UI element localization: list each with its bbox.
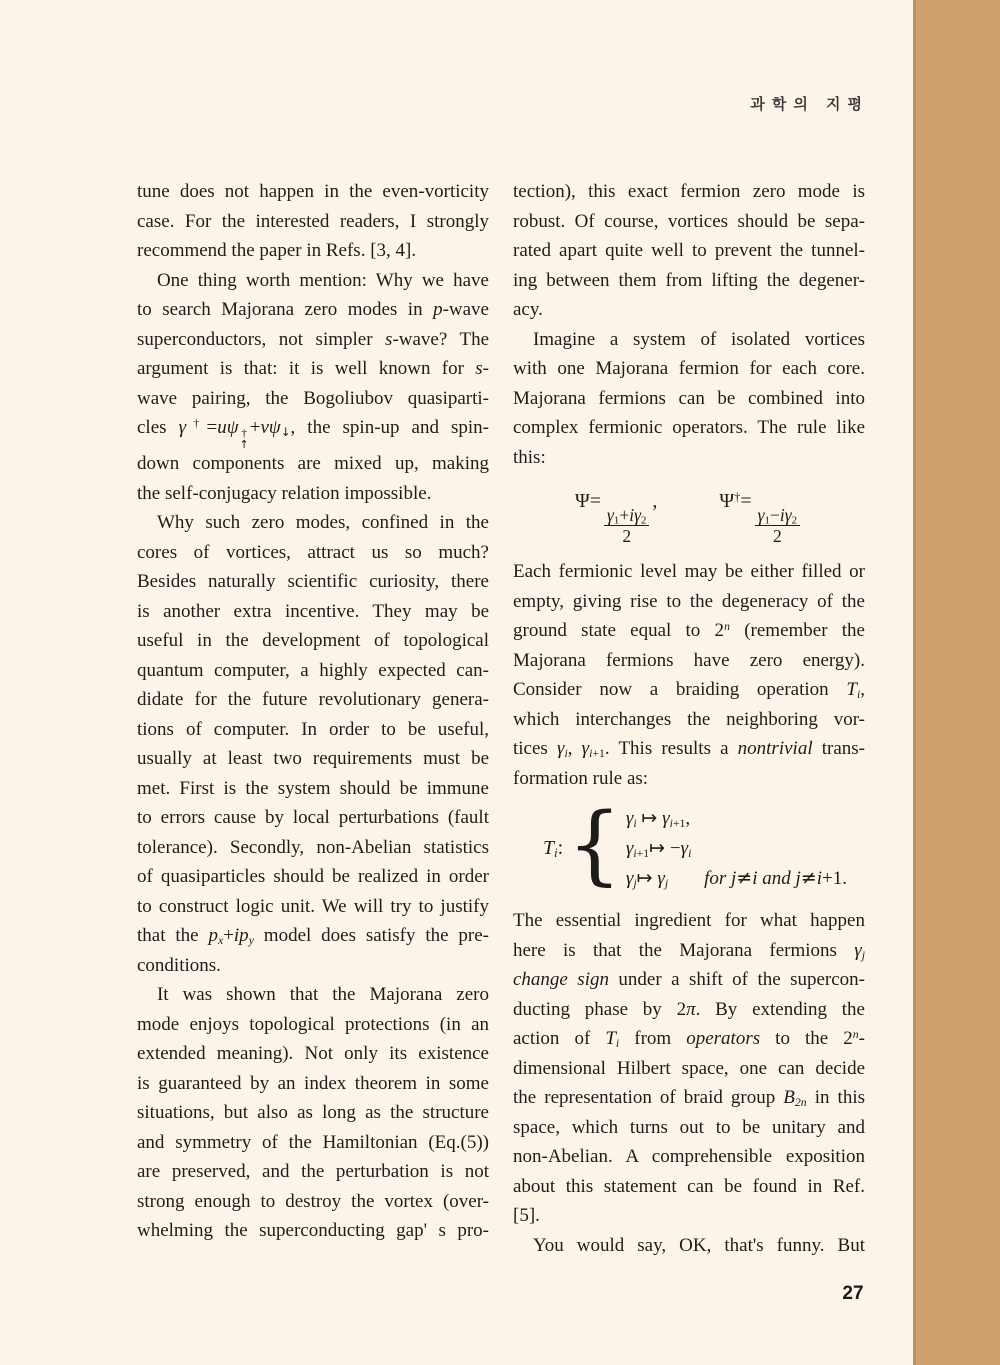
paragraph-each-fermionic: Each fermionic level may be either filled or empty, giving rise to the degeneracy of the ground state equal to 2$^n$ (remember the Majorana fermions have zero energy). Consider now a braiding operation $T_i$, which interchanges the neighboring vor- tices $\gamma_i$, $\gamma_{i+1}$. This results a nontrivial trans- formation rule as:: [513, 561, 865, 789]
paragraph-continued: tune does not happen in the even-vorticity case. For the interested readers, I strongly recommend the paper in Refs. [3, 4].: [137, 181, 489, 261]
right-column: [513, 177, 865, 1260]
page-header-korean: 과학의 지평: [750, 96, 869, 113]
paragraph-you-would-say: You would say, OK, that's funny. But: [532, 1234, 865, 1256]
paragraph-tection: tection), this exact fermion zero mode is robust. Of course, vortices should be sepa- rated apart quite well to prevent the tunnel- ing between them from lifting the degener- acy.: [513, 181, 865, 320]
paragraph-it-was-shown: It was shown that the Majorana zero mode enjoys topological protections (in an extended meaning). Not only its existence is guaranteed by an index theorem in some situations, but also as long as the structure and symmetry of the Hamiltonian (Eq.(5)) are preserved, and the perturbation is not strong enough to destroy the vortex (over- whelming the superconducting gap' s pro-: [137, 984, 489, 1242]
paragraph-why-such-modes: Why such zero modes, confined in the cores of vortices, attract us so much? Besides naturally scientific curiosity, there is another extra incentive. They may be useful in the development of topological quantum computer, a highly expected can- didate for the future revolutionary genera- tions of computer. In order to be useful, usually at least two requirements must be met. First is the system should be immune to errors cause by local perturbations (fault tolerance). Secondly, non-Abelian statistics of quasiparticles should be realized in order to construct logic unit. We will try to justify that the $p_x+ip_y$ model does satisfy the pre- conditions.: [137, 512, 489, 976]
left-column: [137, 177, 489, 1246]
right-edge-stripe: [913, 0, 1000, 1365]
paragraph-one-thing: One thing worth mention: Why we have to search Majorana zero modes in p-wave superconductors, not simpler s-wave? The argument is that: it is well known for s- wave pairing, the Bogoliubov quasiparti- cles γ†=uψ † ↑ $+v\psi_↓$, the spin-up and spin- down components are mixed up, making the self-conjugacy relation impossible.: [137, 269, 489, 504]
paragraph-imagine-system: Imagine a system of isolated vortices with one Majorana fermion for each core. Majorana fermions can be combined into complex fermionic operators. The rule like this:: [513, 328, 865, 468]
paragraph-essential-ingredient: The essential ingredient for what happen here is that the Majorana fermions $\gamma_j$ change sign under a shift of the supercon- ducting phase by 2π. By extending the action of $T_i$ from operators to the 2$^n$- dimensional Hilbert space, one can decide the representation of braid group $B_{2n}$ in this space, which turns out to be unitary and non-Abelian. A comprehensible exposition about this statement can be found in Ref. [5].: [513, 910, 865, 1227]
equation-braiding-rule: $T_i$: { $\gamma_i$ ↦ $\gamma_{i+1}$, $\gamma_{i+1}↦ -\gamma_i$ $\gamma_j↦$ $\gamma_j$ for j≠i and j≠i+1.: [543, 795, 847, 896]
page-number: 27: [842, 1283, 864, 1304]
equation-fermion-operators: Ψ= $\frac{\gamma_1+i\gamma_2}{2}$ , Ψ†= $\frac{\gamma_1-i\gamma_2}{2}$: [513, 487, 865, 546]
